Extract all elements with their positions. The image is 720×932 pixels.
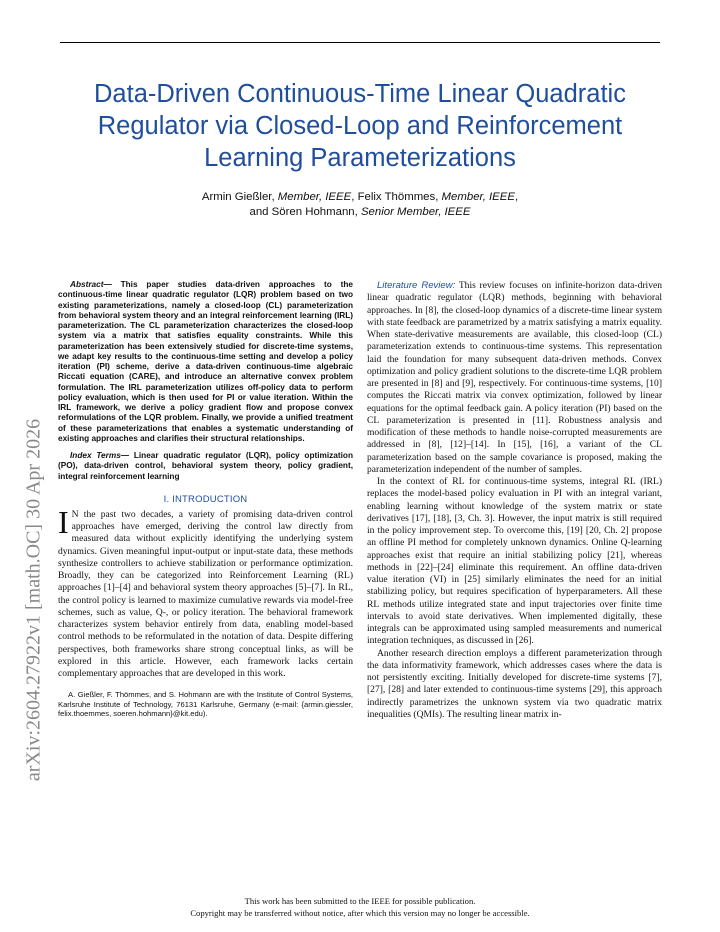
abstract [58, 280, 353, 444]
author-1: Armin Gießler, [201, 191, 278, 203]
author-3: and Sören Hohmann, [249, 206, 361, 218]
author-separator: , [514, 191, 519, 203]
intro-paragraph-text: N the past two decades, a variety of promising data-driven control approaches have emerged, deriving the control law directly from measured data without explicitly identifying the underlying system dynamics. Given meaningful input-output or input-state data, these methods synthesize controllers to achieve stabilization or performance optimization. Broadly, they can be categorized into Reinforcement Learning (RL) approaches [1]–[4] and behavioral system theory approaches [5]–[7]. In RL, the control policy is learned to maximize cumulative rewards via model-free schemes, such as value, Q-, or policy iteration. The behavioral framework characterizes system behavior entirely from data, enabling model-based control methods to be reformulated in the notation of data. Despite differing perspectives, both frameworks share strong conceptual links, as will be explored in this article. However, each framework lacks certain complementary approaches that are developed in this work. [58, 508, 353, 679]
index-terms-lead: Index Terms— [70, 451, 130, 460]
author-2: , Felix Thömmes, [351, 191, 442, 203]
abstract-lead: Abstract— [70, 280, 112, 289]
literature-review-paragraph [367, 280, 662, 476]
top-rule [60, 42, 660, 43]
section-heading-introduction: I. INTRODUCTION [163, 493, 248, 505]
submission-notice-line-1: This work has been submitted to the IEEE for possible publication. [244, 896, 476, 906]
literature-review-text: This review focuses on infinite-horizon data-driven linear quadratic regulator (LQR) methods, beginning with behavioral approaches. In [8], the closed-loop dynamics of a discrete-time linear system with state feedback are parametrized by a matrix satisfying a matrix equality. When state-derivative measurements are available, this closed-loop (CL) parameterization extends to continuous-time systems. This representation laid the foundation for many subsequent data-driven methods. Convex optimization and policy gradient solutions to the discrete-time LQR problem are presented in [8] and [9], respectively. For continuous-time systems, [10] computes the Riccati matrix via convex optimization, followed by linear equations for the optimal feedback gain. A policy iteration (PI) based on the CL parameterization is presented in [11]. Robustness analysis and modification of these methods to handle noise-corrupted measurements are addressed in [8], [12]–[14]. In [15], [16], a variant of the CL parameterization based on the sample covariance is proposed, making the parameterization independent of the number of samples. [367, 280, 662, 475]
drop-cap: I [58, 503, 69, 540]
author-3-role: Senior Member, IEEE [360, 206, 471, 218]
abstract-text: This paper studies data-driven approaches to the continuous-time linear quadratic regulator (LQR) problem based on two existing parameterizations, namely a closed-loop (CL) parameterization from behavioral system theory and an integral reinforcement learning (IRL) parameterization. The CL parameterization characterizes the closed-loop system via a matrix that satisfies equality constraints. While this parameterization has been extensively studied for discrete-time systems, we adapt key results to the continuous-time setting and develop a policy iteration (PI) scheme, derive a data-driven continuous-time algebraic Riccati equation (CARE), and introduce an alternative convex problem formulation. The IRL parameterization utilizes off-policy data to perform policy evaluation, which is then used for PI or value iteration. Within the IRL framework, we derive a policy gradient flow and propose convex reformulations of the LQR problem. Finally, we provide a unified treatment of these parameterizations that enables a systematic understanding of existing approaches and clarifies their structural relationships. [58, 280, 353, 443]
author-affiliation-footnote: A. Gießler, F. Thömmes, and S. Hohmann are with the Institute of Control Systems, Karlsruhe Institute of Technology, 76131 Karlsruhe, Germany (e-mail: {armin.giessler, felix.thoemmes, soeren.hohmann}@kit.edu). [58, 690, 353, 719]
submission-notice [60, 896, 660, 919]
intro-paragraph [58, 503, 353, 681]
submission-notice-line-2: Copyright may be transferred without notice, after which this version may no longer be accessible. [190, 907, 530, 918]
right-column [367, 280, 662, 721]
index-terms-text: Linear quadratic regulator (LQR), policy optimization (PO), data-driven control, behavioral system theory, policy gradient, integral reinforcement learning [58, 451, 353, 481]
arxiv-identifier[interactable]: arXiv:2604.27922v1 [math.OC] 30 Apr 2026 [22, 418, 45, 782]
author-list [60, 190, 660, 220]
literature-review-lead: Literature Review: [377, 280, 456, 291]
rl-paragraph: In the context of RL for continuous-time systems, integral RL (IRL) replaces the model-based policy evaluation in PI with an integral variant, enabling learning without knowledge of the system matrix or state derivatives [17], [18], [3, Ch. 3]. However, the input matrix is still required in the policy improvement step. To overcome this, [19] [20, Ch. 2] propose an offline PI method for completely unknown dynamics. Online Q-learning approaches exist that require an initial stabilizing policy [21], whereas methods in [22]–[24] eliminate this requirement. An offline data-driven value iteration (VI) in [25] similarly eliminates the need for an initial stabilizing policy, but requires specification of hyperparameters. All these RL methods utilize integrated state and input trajectories over finite time intervals to avoid state derivatives. When implemented digitally, these integrals can be approximated using sampled measurements and numerical integration techniques, as discussed in [26]. [367, 476, 662, 647]
author-1-role: Member, IEEE [277, 191, 352, 203]
index-terms [58, 451, 353, 482]
left-column [58, 280, 353, 718]
informativity-paragraph: Another research direction employs a different parameterization through the data informativity framework, which addresses cases where the data is not persistently exciting. Initially developed for discrete-time systems [7], [27], [28] and later extended to continuous-time systems [29], this approach indirectly parametrizes the unknown system via two quadratic matrix inequalities (QMIs). The resulting linear matrix in- [367, 647, 662, 720]
author-2-role: Member, IEEE [441, 191, 515, 203]
paper-title: Data-Driven Continuous-Time Linear Quadratic Regulator via Closed-Loop and Reinforcement Learning Parameterizations [94, 80, 626, 172]
